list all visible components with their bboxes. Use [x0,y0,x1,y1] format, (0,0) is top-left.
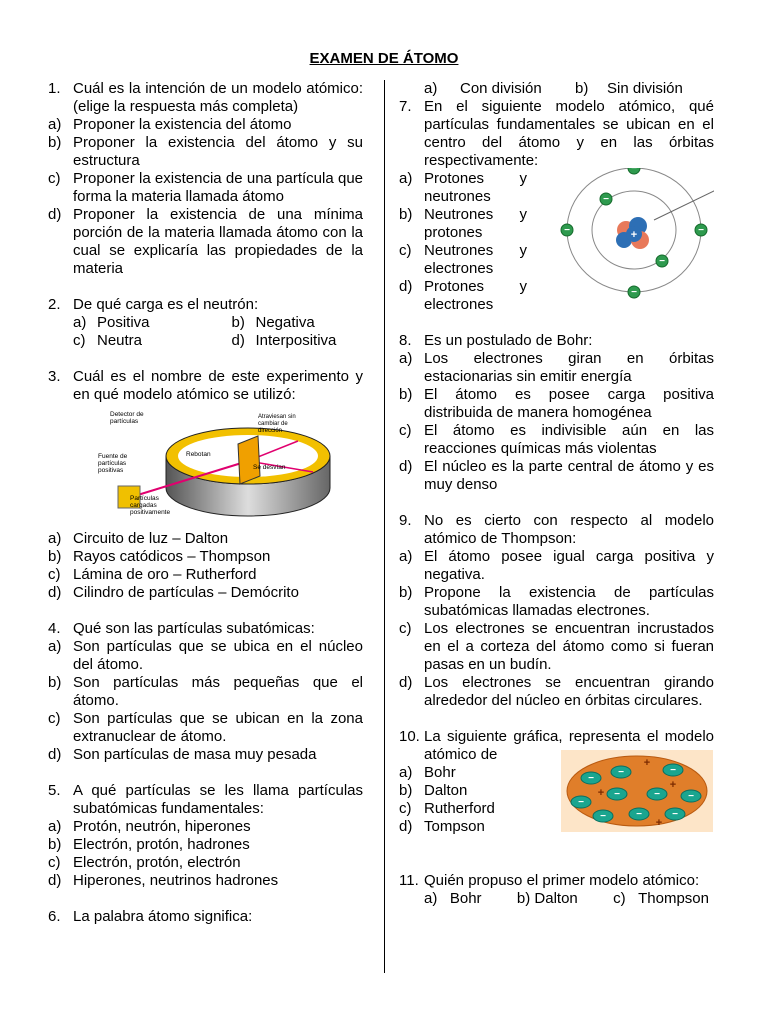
option [399,584,714,620]
option-text: Los electrones giran en órbitas estacionarias sin emitir energía [424,350,714,385]
option-letter: a) [48,638,62,655]
option-text: Bohr [449,890,482,907]
option-letter: b) [399,386,413,403]
option-text: Electrón, protón, hadrones [73,836,250,853]
option [399,674,714,710]
electron-sign: − [564,225,570,236]
option-letter: a) [48,530,62,547]
option-text: Propone la existencia de partículas subatómicas llamadas electrones. [424,584,714,619]
option-text: Son partículas que se ubican en la zona extranuclear de átomo. [73,710,363,745]
option-text: Interpositiva [255,332,337,349]
electron-sign: − [603,194,609,205]
fig-label: Atraviesan sin [258,414,296,420]
option-letter: a) [424,80,438,97]
question-number: 5. [48,782,61,799]
option-text: Positiva [97,314,150,331]
question-text: La palabra átomo significa: [73,908,253,925]
question-text: Cuál es el nombre de este experimento y en qué modelo atómico se utilizó: [73,368,363,403]
option [399,818,495,836]
bohr-atom-diagram [554,168,714,308]
option-letter: d) [399,674,413,691]
option-text: Proponer la existencia de una mínima porción de la materia llamada átomo con la cual se explicaría las propiedades de la materia [73,206,363,277]
option-text: Proponer la existencia de una partícula que forma la materia llamada átomo [73,170,363,205]
option-letter: c) [613,890,626,907]
electron-sign: − [688,791,694,802]
question-number: 8. [399,332,412,349]
option [399,350,714,386]
option-text: Sin división [607,80,683,97]
option [48,548,363,566]
fig-label: cambiar de [258,421,288,427]
electron-sign: − [588,773,594,784]
question-7 [399,98,714,170]
option-letter: d) [48,584,62,601]
option-letter: b) [48,674,62,691]
option-letter: a) [73,314,87,331]
option [48,170,363,206]
option-letter: c) [48,170,61,187]
fig-label: positivamente [130,509,171,516]
exam-title: EXAMEN DE ÁTOMO [309,50,459,67]
option-text: Proponer la existencia del átomo [73,116,292,133]
option-letter: c) [399,620,412,637]
option [399,800,495,818]
option [399,278,527,314]
option [48,116,363,134]
option-text: Proponer la existencia del átomo y su estructura [73,134,363,169]
option-letter: a) [399,170,413,187]
thomson-atom-diagram [561,750,713,832]
positive-charge-sign: + [597,787,605,799]
option-text: Protones y neutrones [424,170,527,205]
electron-sign: − [578,797,584,808]
option-text: Los electrones se encuentran incrustados en el a corteza del átomo como si fueran pasas en un budín. [424,620,714,673]
option [399,206,527,242]
question-number: 4. [48,620,61,637]
question-2 [48,296,363,314]
question-9 [399,512,714,548]
option-text: Tompson [424,818,485,835]
option-letter: b) [48,836,62,853]
q7-options-block [399,170,714,314]
option-text: Dalton [534,890,578,907]
electron-sign: − [636,809,642,820]
option-text: Hiperones, neutrinos hadrones [73,872,279,889]
option-text: Los electrones se encuentran girando alrededor del núcleo en órbitas circulares. [424,674,714,709]
option-letter: d) [399,278,413,295]
question-text: Cuál es la intención de un modelo atómico: (elige la respuesta más completa) [73,80,363,115]
electron-sign: − [659,256,665,267]
question-text: No es cierto con respecto al modelo atómico de Thompson: [424,512,714,547]
option-letter: c) [48,710,61,727]
option-text: Neutrones y electrones [424,242,527,277]
question-11 [399,872,714,890]
electron-sign: − [614,789,620,800]
option-letter: a) [48,116,62,133]
option-row [399,80,714,98]
option-text: El átomo es indivisible aún en las reacciones químicas más violentas [424,422,714,457]
option-letter: a) [399,764,413,781]
option [48,584,363,602]
option-letter: b) [399,782,413,799]
question-text: Quién propuso el primer modelo atómico: [424,872,700,889]
question-number: 2. [48,296,61,313]
option-letter: a) [424,890,438,907]
option [399,620,714,674]
option-text: Lámina de oro – Rutherford [73,566,257,583]
option [48,818,363,836]
proton-sign: + [630,229,638,241]
positive-charge-sign: + [643,757,651,769]
question-number: 7. [399,98,412,115]
option-letter: c) [48,854,61,871]
option [399,170,527,206]
option-text: Neutra [97,332,143,349]
option-text: Circuito de luz – Dalton [73,530,229,547]
fig-label: partículas [110,418,139,425]
question-text: A qué partículas se les llama partículas subatómicas fundamentales: [73,782,363,817]
option [48,530,363,548]
question-number: 6. [48,908,61,925]
option-text: Son partículas más pequeñas que el átomo. [73,674,363,709]
fig-label: cargadas [130,502,157,509]
question-4 [48,620,363,638]
option-letter: b) [575,80,589,97]
option [399,764,495,782]
option [399,548,714,584]
fig-label: Partículas [130,495,159,502]
question-6 [48,908,363,926]
option-letter: c) [48,566,61,583]
option-text: El átomo es posee carga positiva distribuida de manera homogénea [424,386,714,421]
question-8 [399,332,714,350]
question-number: 9. [399,512,412,529]
option [48,206,363,278]
column-divider [384,80,385,973]
option [48,674,363,710]
option [48,134,363,170]
option [48,566,363,584]
right-column [399,80,714,908]
option [399,386,714,422]
option-text: Protones y electrones [424,278,527,313]
option-letter: c) [399,800,412,817]
option [399,242,527,278]
left-column [48,80,363,926]
option-text: Bohr [424,764,456,781]
option-letter: a) [399,548,413,565]
option-letter: d) [399,458,413,475]
option-text: Negativa [255,314,315,331]
fig-label: Se desvían [253,464,286,471]
option-row [48,332,363,350]
fig-label: Rebotan [186,451,211,458]
option-letter: b) [516,890,531,907]
option [48,836,363,854]
option [48,854,363,872]
option-letter: d) [48,746,62,763]
question-text: Es un postulado de Bohr: [424,332,593,349]
fig-label: positivas [98,467,124,474]
option-text: Neutrones y protones [424,206,527,241]
option [399,782,495,800]
question-1 [48,80,363,116]
question-3 [48,368,363,404]
question-number: 3. [48,368,61,385]
electron-sign: − [670,765,676,776]
rutherford-experiment-diagram [98,406,338,526]
option-text: Cilindro de partículas – Demócrito [73,584,299,601]
option-text: El átomo posee igual carga positiva y negativa. [424,548,714,583]
fig-label: dirección [258,428,283,434]
option-letter: c) [399,242,412,259]
option-row [399,890,709,908]
question-text: Qué son las partículas subatómicas: [73,620,315,637]
option-letter: a) [48,818,62,835]
fig-label: partículas [98,460,127,467]
option-text: Con división [460,80,542,97]
question-number: 10. [399,728,420,745]
option-letter: d) [48,206,62,223]
fig-label: Fuente de [98,453,128,460]
option [48,710,363,746]
option-text: Son partículas que se ubica en el núcleo del átomo. [73,638,363,673]
option-letter: b) [48,548,62,565]
option-text: Rutherford [424,800,495,817]
electron-sign: − [654,789,660,800]
option [48,872,363,890]
option [48,638,363,674]
electron-sign: − [631,168,637,174]
question-text: La siguiente gráfica, representa el modelo atómico de [424,728,714,763]
question-number: 11. [399,872,419,889]
option-text: Rayos catódicos – Thompson [73,548,271,565]
question-text: En el siguiente modelo atómico, qué partículas fundamentales se ubican en el centro del átomo y en las órbitas respectivamente: [424,98,714,169]
option-row [48,314,363,332]
option-text: Electrón, protón, electrón [73,854,241,871]
option-letter: d) [231,332,245,349]
option-letter: d) [48,872,62,889]
question-number: 1. [48,80,61,97]
electron-sign: − [698,225,704,236]
electron-sign: − [618,767,624,778]
option-letter: c) [399,422,412,439]
option-letter: c) [73,332,86,349]
positive-charge-sign: + [655,817,663,829]
gold-foil-figure [48,406,363,526]
option [399,458,714,494]
electron-sign: − [672,809,678,820]
option-letter: d) [399,818,413,835]
positive-charge-sign: + [669,779,677,791]
option-letter: b) [399,584,413,601]
electron-sign: − [600,811,606,822]
option-text: El núcleo es la parte central de átomo y es muy denso [424,458,714,493]
option-text: Thompson [638,890,709,907]
question-10-block [399,728,714,854]
option-text: Protón, neutrón, hiperones [73,818,251,835]
fig-label: Detector de [110,411,144,418]
option-text: Dalton [424,782,468,799]
option-letter: b) [399,206,413,223]
option-letter: b) [231,314,245,331]
electron-sign: − [631,287,637,298]
question-text: De qué carga es el neutrón: [73,296,259,313]
question-5 [48,782,363,818]
option-letter: a) [399,350,413,367]
option [399,422,714,458]
option-letter: b) [48,134,62,151]
option [48,746,363,764]
option-text: Son partículas de masa muy pesada [73,746,317,763]
